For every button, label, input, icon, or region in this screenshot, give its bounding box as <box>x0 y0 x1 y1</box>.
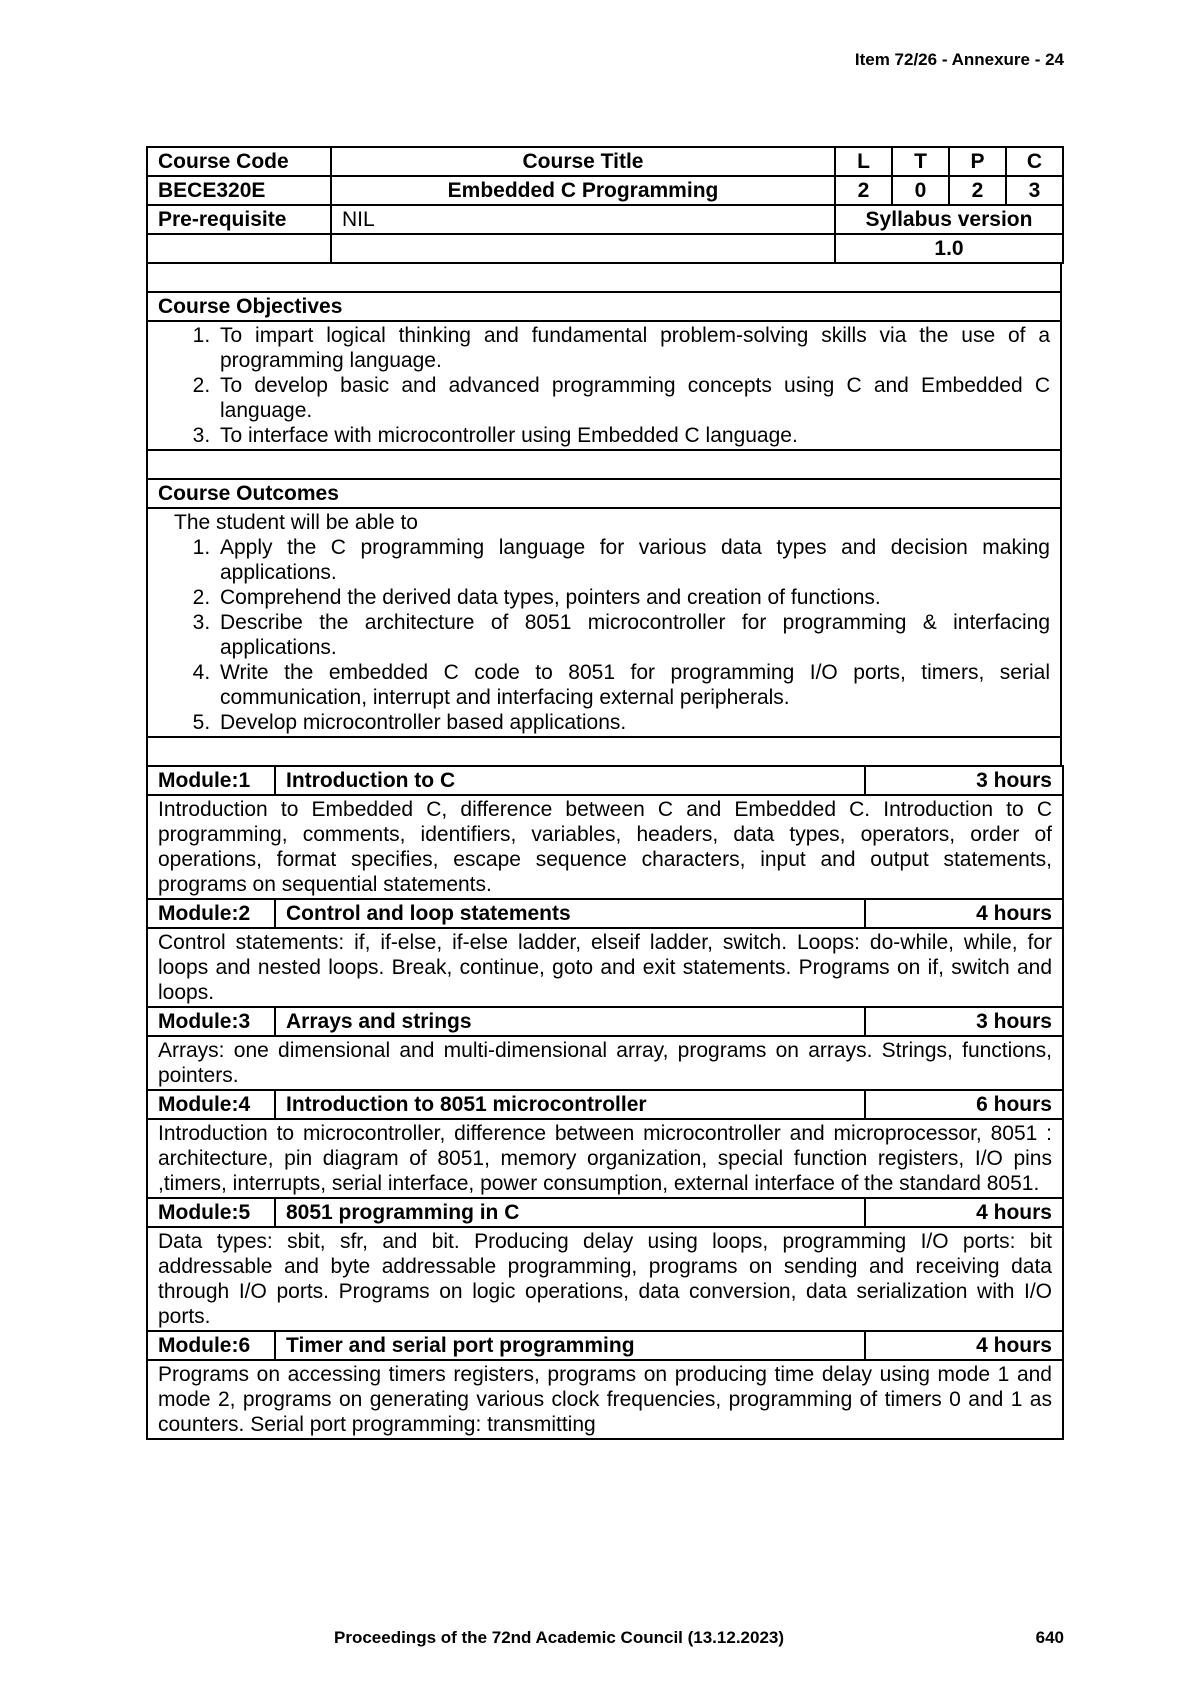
credits-header: C <box>1006 147 1063 176</box>
prerequisite-label: Pre-requisite <box>147 205 331 234</box>
module-number: Module:2 <box>147 899 275 928</box>
outcomes-body <box>147 508 1061 737</box>
module-number: Module:3 <box>147 1007 275 1036</box>
module-title: 8051 programming in C <box>275 1198 865 1227</box>
lecture-value: 2 <box>835 176 892 205</box>
module-description: Introduction to Embedded C, difference between C and Embedded C. Introduction to C programming, comments, identifiers, variables, headers, data types, operators, order of operations, format specifies, escape sequence characters, input and output statements, programs on sequential statements. <box>147 795 1063 899</box>
objectives-heading: Course Objectives <box>147 292 1061 321</box>
modules-table <box>146 765 1064 1440</box>
outcomes-list <box>158 535 1050 735</box>
module-hours: 4 hours <box>865 1331 1063 1360</box>
objective-item: 2. To develop basic and advanced programming concepts using C and Embedded C language. <box>216 373 1050 423</box>
syllabus-document <box>146 146 1062 1440</box>
practical-header: P <box>949 147 1006 176</box>
empty-cell <box>331 234 835 263</box>
module-description: Arrays: one dimensional and multi-dimensional array, programs on arrays. Strings, functions, pointers. <box>147 1036 1063 1090</box>
outcome-item: 5. Develop microcontroller based applications. <box>216 710 1050 735</box>
outcomes-heading: Course Outcomes <box>147 479 1061 508</box>
module-title: Timer and serial port programming <box>275 1331 865 1360</box>
course-code: BECE320E <box>147 176 331 205</box>
course-title-header: Course Title <box>331 147 835 176</box>
credits-value: 3 <box>1006 176 1063 205</box>
practical-value: 2 <box>949 176 1006 205</box>
module-number: Module:5 <box>147 1198 275 1227</box>
module-hours: 4 hours <box>865 899 1063 928</box>
footer-text: Proceedings of the 72nd Academic Council (13.12.2023) <box>334 1628 785 1647</box>
syllabus-version-value: 1.0 <box>835 234 1063 263</box>
module-title: Introduction to C <box>275 766 865 795</box>
module-hours: 6 hours <box>865 1090 1063 1119</box>
spacer-row <box>147 263 1061 292</box>
module-number: Module:4 <box>147 1090 275 1119</box>
objectives-body <box>147 321 1061 450</box>
syllabus-version-label: Syllabus version <box>835 205 1063 234</box>
objectives-outcomes-table <box>146 262 1062 767</box>
tutorial-header: T <box>892 147 949 176</box>
prerequisite-value: NIL <box>331 205 835 234</box>
objective-item: 1. To impart logical thinking and fundamental problem-solving skills via the use of a programming language. <box>216 323 1050 373</box>
module-hours: 3 hours <box>865 1007 1063 1036</box>
module-hours: 3 hours <box>865 766 1063 795</box>
objectives-list <box>158 323 1050 448</box>
empty-cell <box>147 234 331 263</box>
objective-item: 3. To interface with microcontroller using Embedded C language. <box>216 423 1050 448</box>
header-reference: Item 72/26 - Annexure - 24 <box>854 50 1064 69</box>
page-number: 640 <box>1035 1628 1064 1647</box>
spacer-row <box>147 737 1061 766</box>
course-code-header: Course Code <box>147 147 331 176</box>
module-title: Control and loop statements <box>275 899 865 928</box>
module-description: Control statements: if, if-else, if-else ladder, elseif ladder, switch. Loops: do-while, while, for loops and nested loops. Break, continue, goto and exit statements. Programs on if, switch and loops. <box>147 928 1063 1007</box>
module-description: Introduction to microcontroller, difference between microcontroller and microprocessor, 8051 : architecture, pin diagram of 8051, memory organization, special function registers, I/O pins ,timers, interrupts, serial interface, power consumption, external interface of the standard 8051. <box>147 1119 1063 1198</box>
course-title: Embedded C Programming <box>331 176 835 205</box>
spacer-row <box>147 450 1061 479</box>
outcome-item: 3. Describe the architecture of 8051 microcontroller for programming & interfacing applications. <box>216 610 1050 660</box>
module-description: Programs on accessing timers registers, programs on producing time delay using mode 1 and mode 2, programs on generating various clock frequencies, programming of timers 0 and 1 as counters. Serial port programming: transmitting <box>147 1360 1063 1439</box>
course-header-table <box>146 146 1064 264</box>
outcome-item: 4. Write the embedded C code to 8051 for programming I/O ports, timers, serial communication, interrupt and interfacing external peripherals. <box>216 660 1050 710</box>
module-title: Arrays and strings <box>275 1007 865 1036</box>
outcome-item: 2. Comprehend the derived data types, pointers and creation of functions. <box>216 585 1050 610</box>
outcomes-intro: The student will be able to <box>174 511 418 534</box>
module-title: Introduction to 8051 microcontroller <box>275 1090 865 1119</box>
module-number: Module:1 <box>147 766 275 795</box>
outcome-item: 1. Apply the C programming language for various data types and decision making applications. <box>216 535 1050 585</box>
module-hours: 4 hours <box>865 1198 1063 1227</box>
module-description: Data types: sbit, sfr, and bit. Producing delay using loops, programming I/O ports: bit addressable and byte addressable programming, programs on sending and receiving data through I/O ports. Programs on logic operations, data conversion, data serialization with I/O ports. <box>147 1227 1063 1331</box>
module-number: Module:6 <box>147 1331 275 1360</box>
tutorial-value: 0 <box>892 176 949 205</box>
lecture-header: L <box>835 147 892 176</box>
